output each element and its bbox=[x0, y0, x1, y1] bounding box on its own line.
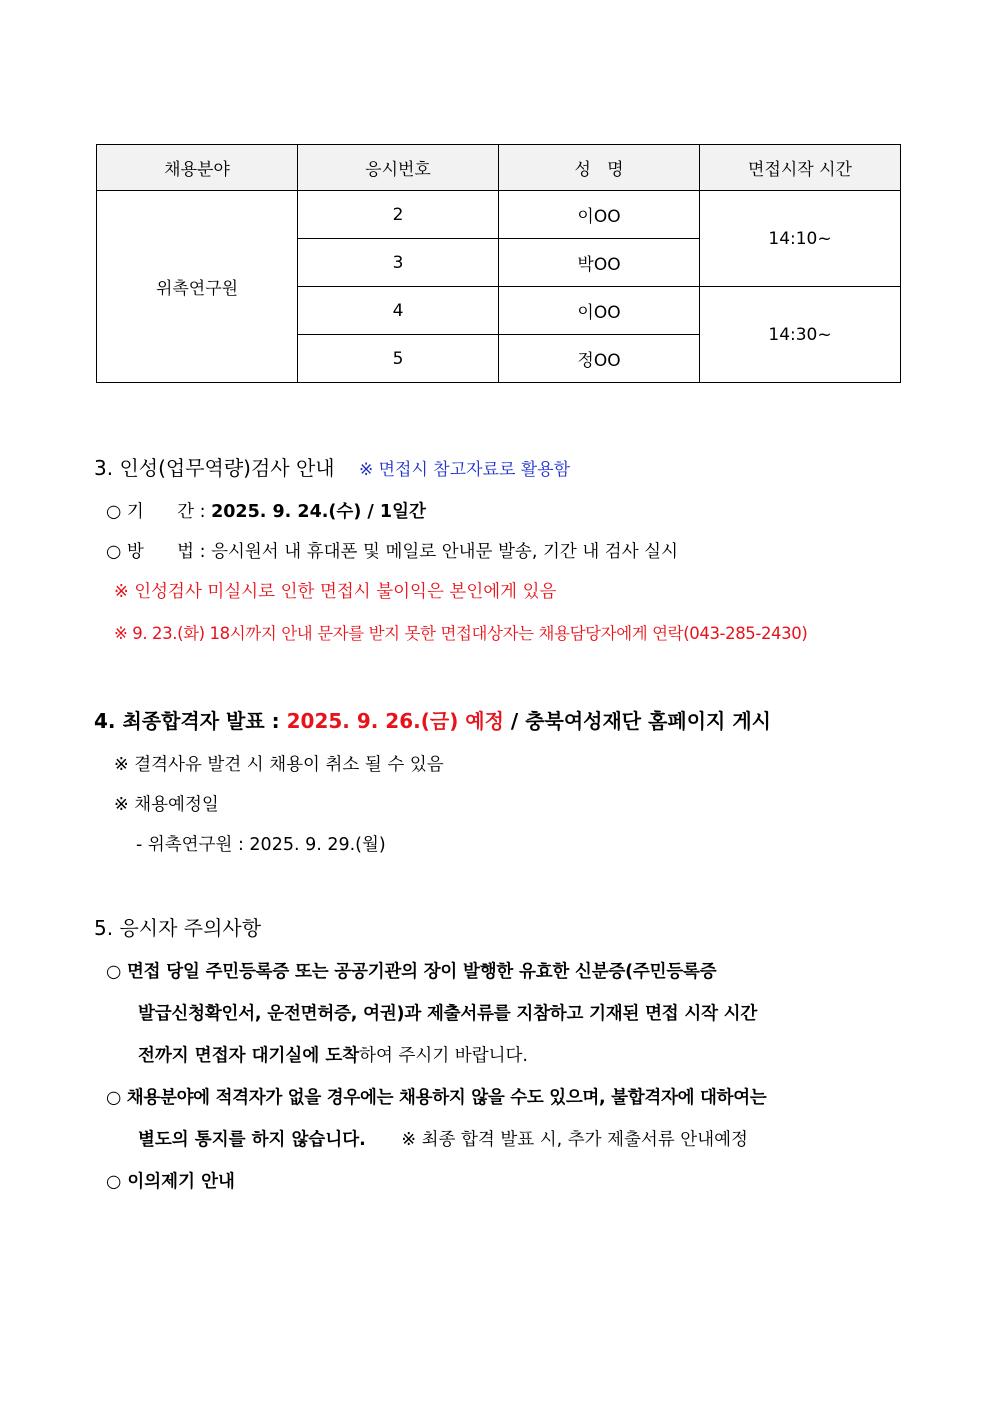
section3-heading bbox=[94, 452, 570, 481]
table-row bbox=[97, 191, 901, 239]
section4-rest: / 충북여성재단 홈페이지 게시 bbox=[510, 709, 771, 733]
p1-line3-rest: 하여 주시기 바랍니다. bbox=[359, 1046, 528, 1066]
section5-p2-line1: ○ 채용분야에 적격자가 없을 경우에는 채용하지 않을 수도 있으며, 불합격자에 대하여는 bbox=[106, 1088, 767, 1108]
period-label: ○ 기 간 : bbox=[106, 502, 206, 522]
header-number: 응시번호 bbox=[298, 145, 499, 191]
section4-note-1: ※ 결격사유 발견 시 채용이 취소 될 수 있음 bbox=[114, 755, 444, 775]
section5-p1-line3 bbox=[138, 1042, 528, 1067]
interview-schedule-table bbox=[96, 144, 901, 383]
cell-field: 위촉연구원 bbox=[97, 191, 298, 383]
table-header-row bbox=[97, 145, 901, 191]
p1-line3-bold: 전까지 면접자 대기실에 도착 bbox=[138, 1046, 360, 1066]
period-value: 2025. 9. 24.(수) / 1일간 bbox=[211, 502, 426, 522]
section3-method bbox=[106, 538, 678, 563]
section5-p1-line1: ○ 면접 당일 주민등록증 또는 공공기관의 장이 발행한 유효한 신분증(주민등록증 bbox=[106, 962, 717, 982]
method-value: 응시원서 내 휴대폰 및 메일로 안내문 발송, 기간 내 검사 실시 bbox=[211, 542, 678, 562]
p2-line2-note: ※ 최종 합격 발표 시, 추가 제출서류 안내예정 bbox=[401, 1130, 748, 1150]
header-field: 채용분야 bbox=[97, 145, 298, 191]
section3-warning-2: ※ 9. 23.(화) 18시까지 안내 문자를 받지 못한 면접대상자는 채용담당자에게 연락(043-285-2430) bbox=[114, 624, 808, 643]
cell-name: 이OO bbox=[499, 287, 700, 335]
section3-title: 3. 인성(업무역량)검사 안내 bbox=[94, 456, 335, 480]
cell-number: 5 bbox=[298, 335, 499, 383]
method-label: ○ 방 법 : bbox=[106, 542, 206, 562]
section3-note: ※ 면접시 참고자료로 활용함 bbox=[358, 460, 571, 480]
section4-note-2: ※ 채용예정일 bbox=[114, 795, 219, 815]
section4-heading bbox=[94, 705, 771, 734]
cell-number: 2 bbox=[298, 191, 499, 239]
header-time: 면접시작 시간 bbox=[700, 145, 901, 191]
section5-p3: ○ 이의제기 안내 bbox=[106, 1172, 235, 1192]
cell-time: 14:30~ bbox=[700, 287, 901, 383]
section3-period bbox=[106, 498, 426, 523]
header-name: 성 명 bbox=[499, 145, 700, 191]
cell-name: 이OO bbox=[499, 191, 700, 239]
cell-name: 박OO bbox=[499, 239, 700, 287]
section5-title: 5. 응시자 주의사항 bbox=[94, 916, 262, 940]
section4-title: 4. 최종합격자 발표 : bbox=[94, 709, 280, 733]
section5-p1-line2: 발급신청확인서, 운전면허증, 여권)과 제출서류를 지참하고 기재된 면접 시작 시간 bbox=[138, 1004, 758, 1024]
section5-p2-line2 bbox=[138, 1126, 748, 1151]
cell-number: 4 bbox=[298, 287, 499, 335]
cell-number: 3 bbox=[298, 239, 499, 287]
section4-note-3: - 위촉연구원 : 2025. 9. 29.(월) bbox=[136, 835, 386, 855]
p2-line2-bold: 별도의 통지를 하지 않습니다. bbox=[138, 1130, 366, 1150]
cell-time: 14:10~ bbox=[700, 191, 901, 287]
section3-warning-1: ※ 인성검사 미실시로 인한 면접시 불이익은 본인에게 있음 bbox=[114, 582, 557, 602]
announce-date: 2025. 9. 26.(금) 예정 bbox=[286, 709, 504, 733]
cell-name: 정OO bbox=[499, 335, 700, 383]
